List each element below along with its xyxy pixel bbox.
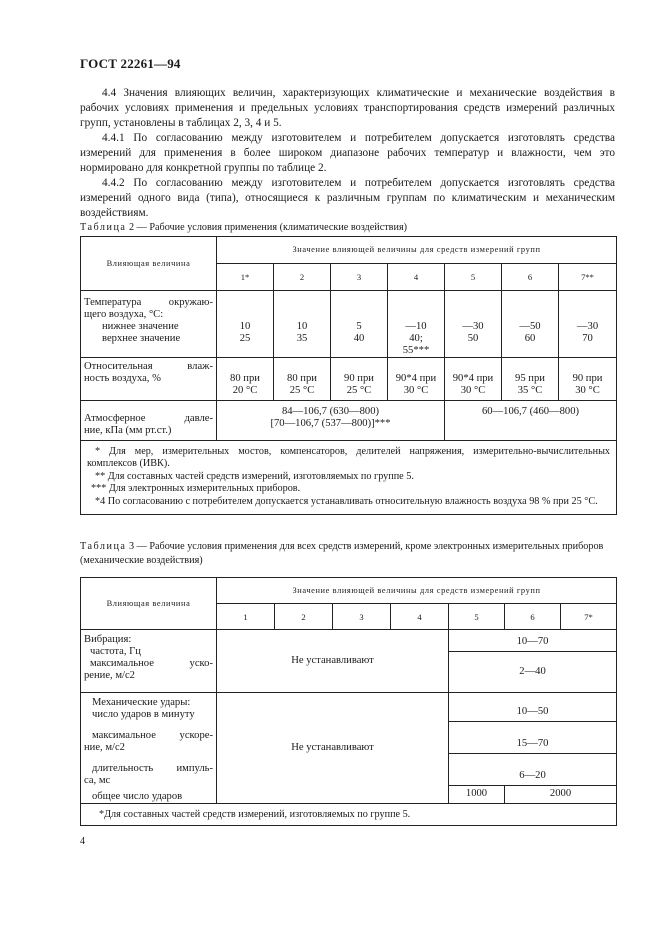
- table3-group: 2: [275, 604, 333, 630]
- table2-col-header: Влияющая величина: [81, 237, 217, 291]
- table3-group: 7*: [561, 604, 617, 630]
- table3-col-header: Влияющая величина: [81, 578, 217, 630]
- paragraph-4-4-1: 4.4.1 По согласованию между изготовителем и потребителем допускается изготовлять средства измерений для применения в более широком диапазоне рабочих температур и влажности, чем это нормировано для конкретной группы по таблице 2.: [80, 132, 615, 174]
- paragraph-4-4-2: 4.4.2 По согласованию между изготовителем и потребителем допускается изготовлять средства измерений одного вида (типа), относящиеся к различным группам по климатическим и механическим воздействиям.: [80, 177, 615, 219]
- table3-caption: Таблица 3 — Рабочие условия применения для всех средств измерений, кроме электронных измерительных приборов (механические воздействия): [80, 541, 604, 566]
- table3-row-vibration-acceleration: 2—40: [81, 652, 617, 693]
- paragraph-4-4: 4.4 Значения влияющих величин, характеризующих климатические и механические воздействия в рабочих условиях применения и предельных условиях транспортирования средств измерений различных групп, установлены в таблицах 2, 3, 4 и 5.: [80, 87, 615, 129]
- table3-row-vibration-frequency: Вибрация: частота, Гц максимальное уско- рение, м/с2 Не устанавливают 10—70: [81, 630, 617, 652]
- table2-row-pressure: Атмосферное давле- ние, кПа (мм рт.ст.) 84—106,7 (630—800) [70—106,7 (537—800)]*** 60—106,7 (460—800): [81, 401, 617, 441]
- table2-group: 3: [331, 264, 388, 291]
- table3-group: 4: [391, 604, 449, 630]
- table2-group: 1*: [217, 264, 274, 291]
- table2-group: 2: [274, 264, 331, 291]
- table3-row-shock-acceleration: 15—70: [81, 721, 617, 753]
- table2-group: 5: [445, 264, 502, 291]
- table3-group-header: Значение влияющей величины для средств измерений групп: [217, 578, 617, 604]
- table2: [80, 236, 617, 515]
- intro-text: [80, 86, 615, 221]
- table2-group: 4: [388, 264, 445, 291]
- table3-group: 6: [505, 604, 561, 630]
- page-number: 4: [80, 836, 85, 847]
- table3: [80, 577, 617, 826]
- table2-group: 7**: [559, 264, 617, 291]
- table2-row-humidity: Относительная влаж- ность воздуха, % 80 при 20 °С 80 при 25 °С 90 при 25 °С 90*4 при 30 °С 90*4 при 30 °С 95 при 35 °С 90 при 30 °С: [81, 358, 617, 401]
- table3-group: 3: [333, 604, 391, 630]
- document-header: ГОСТ 22261—94: [80, 56, 181, 71]
- table2-row-temperature: Температура окружаю- щего воздуха, °С: нижнее значение верхнее значение 10 25 10 35 5 40 —10 40; 55*** —30 50 —50 60 —30 70: [81, 291, 617, 358]
- temp-label: Температура окружаю-: [84, 297, 213, 308]
- table2-caption: Таблица 2 — Рабочие условия применения (климатические воздействия): [80, 222, 408, 233]
- table2-group: 6: [502, 264, 559, 291]
- table3-group: 5: [449, 604, 505, 630]
- table2-group-header: Значение влияющей величины для средств измерений групп: [217, 237, 617, 264]
- table3-row-shock-duration: 6—20: [81, 753, 617, 785]
- table3-footnote: *Для составных частей средств измерений, изготовляемых по группе 5.: [81, 804, 617, 826]
- table2-footnotes: * Для мер, измерительных мостов, компенсаторов, делителей напряжения, измерительно-вычислительных комплексов (ИВК). ** Для составных частей средств измерений, изготовляемых по группе 5. *** Для электронных измерительных приборов. *4 По согласованию с потребителем допускается устанавливать относительную влажность воздуха 98 % при 25 °С.: [81, 441, 617, 515]
- table3-group: 1: [217, 604, 275, 630]
- table3-row-shock-total: 1000 2000: [81, 785, 617, 803]
- table3-row-shock-rate: Механические удары: число ударов в минуту максимальное ускоре- ние, м/с2 длительность импуль- са, мс общее число ударов Не устанавливают 10—50: [81, 693, 617, 722]
